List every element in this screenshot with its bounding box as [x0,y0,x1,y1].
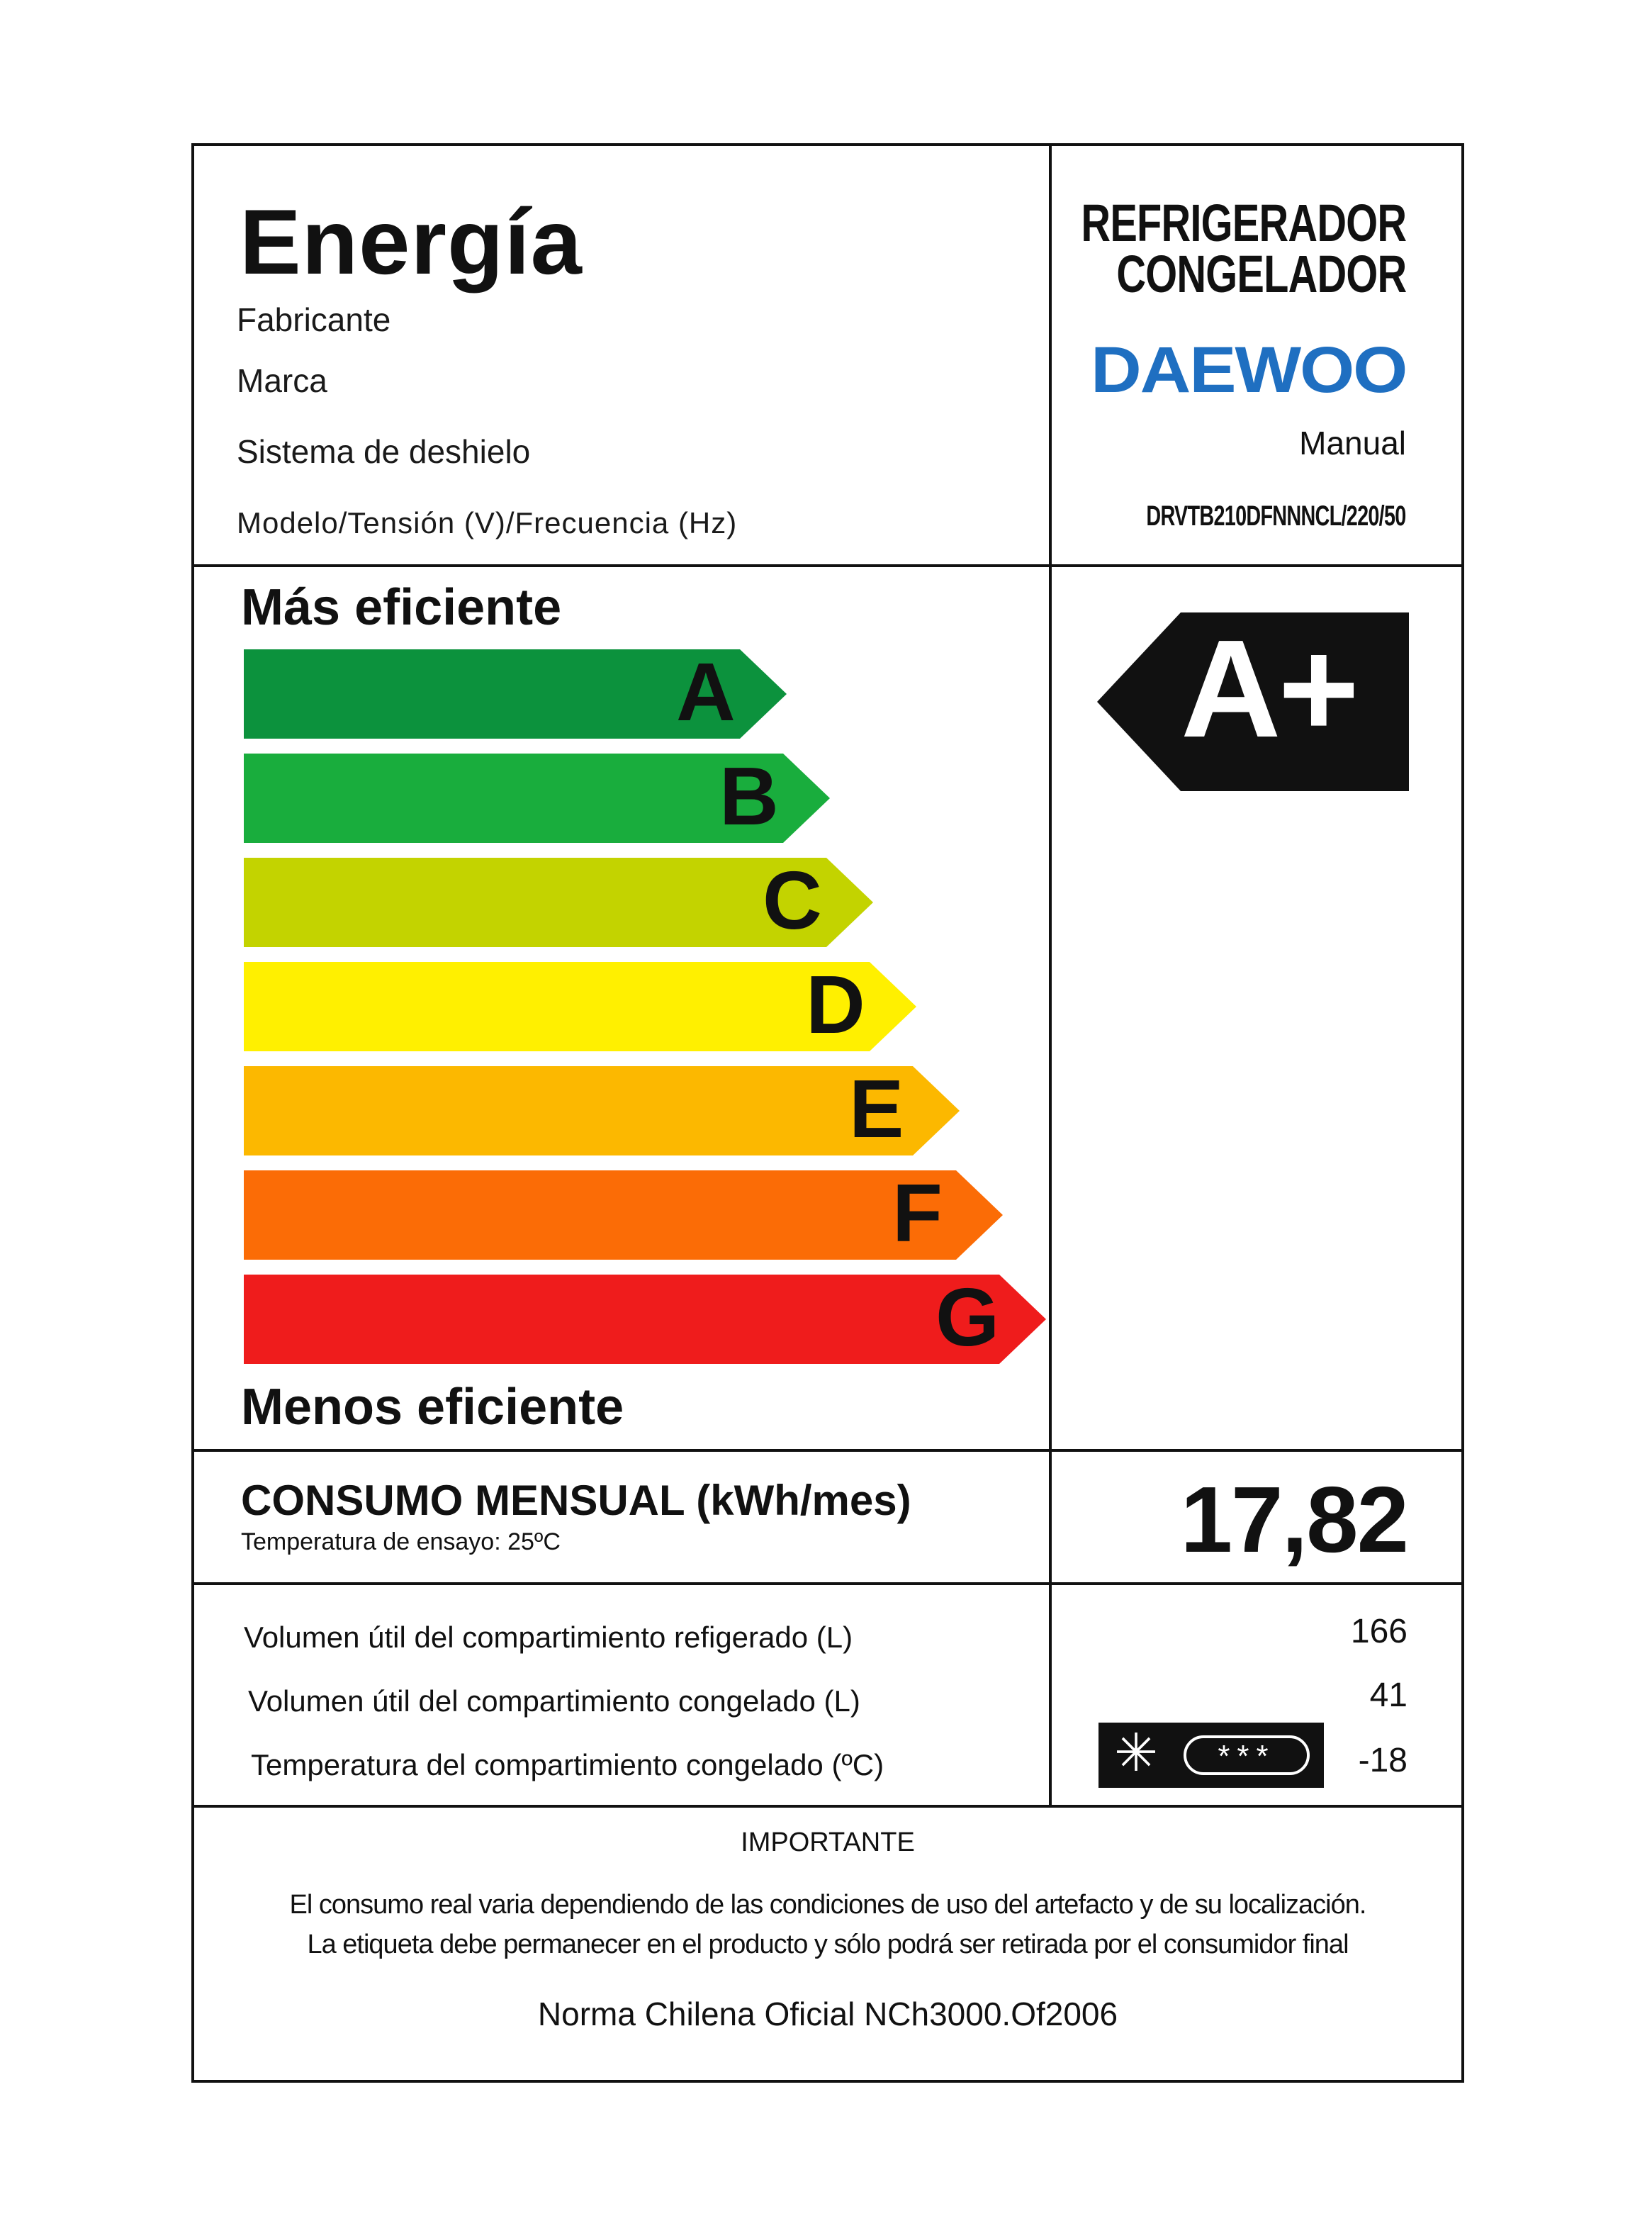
divider-header [194,564,1461,567]
snowflake-icon: ✳ [1114,1723,1159,1782]
spec-value-congelado: 41 [1369,1677,1407,1714]
efficiency-letter: A [676,646,736,738]
efficiency-bar-a [244,646,787,739]
divider-specs [194,1805,1461,1808]
efficiency-letter: E [849,1063,904,1155]
consumption-title: CONSUMO MENSUAL (kWh/mes) [241,1477,911,1524]
spec-label-refrigerado: Volumen útil del compartimiento refigerado (L) [244,1621,853,1654]
field-sistema-deshielo: Sistema de deshielo [237,433,531,470]
efficiency-bar-shape [244,1167,1003,1260]
category-line1: REFRIGERADOR [1081,194,1406,252]
spec-label-congelado: Volumen útil del compartimiento congelado (L) [248,1684,860,1718]
important-title: IMPORTANTE [741,1828,915,1857]
divider-specs-column [1049,1449,1052,1805]
field-modelo: Modelo/Tensión (V)/Frecuencia (Hz) [237,506,738,539]
important-norm: Norma Chilena Oficial NCh3000.Of2006 [537,1996,1118,2032]
divider-scale [194,1449,1461,1452]
field-fabricante: Fabricante [237,301,391,338]
divider-consumption [194,1582,1461,1585]
efficiency-letter: F [892,1167,943,1259]
star-icons: *** [1218,1739,1276,1774]
spec-value-temperatura: -18 [1358,1742,1407,1779]
brand-logo: DAEWOO [1090,334,1406,406]
efficiency-bar-g [244,1271,1046,1364]
consumption-subtitle: Temperatura de ensayo: 25ºC [241,1528,561,1555]
field-marca: Marca [237,362,327,399]
consumption-value: 17,82 [1180,1467,1407,1572]
spec-label-temperatura: Temperatura del compartimiento congelado (ºC) [251,1748,884,1781]
efficiency-letter: B [719,750,779,842]
category-line2: CONGELADOR [1116,245,1406,303]
energy-label [191,143,1464,2083]
freezer-star-rating [1098,1723,1324,1788]
rating-value: A+ [1181,611,1357,766]
important-line2: La etiqueta debe permanecer en el producto y sólo podrá ser retirada por el consumidor final [307,1930,1349,1959]
model-value: DRVTB210DFNNNCL/220/50 [1146,500,1406,532]
efficiency-letter: C [763,854,822,946]
scale-top-label: Más eficiente [241,579,562,636]
efficiency-bar-d [244,958,916,1051]
efficiency-bar-b [244,750,830,843]
efficiency-letter: D [806,958,865,1051]
efficiency-bar-e [244,1063,960,1155]
spec-value-refrigerado: 166 [1350,1613,1407,1650]
sistema-deshielo-value: Manual [1299,425,1406,461]
efficiency-bar-f [244,1167,1003,1260]
efficiency-letter: G [935,1271,1000,1363]
efficiency-bar-shape [244,1271,1046,1364]
stars-pill [1184,1735,1310,1775]
label-title: Energía [240,190,583,293]
rating-marker [1097,612,1409,791]
important-line1: El consumo real varia dependiendo de las condiciones de uso del artefacto y de su localización. [289,1890,1366,1920]
scale-bottom-label: Menos eficiente [241,1379,624,1436]
efficiency-bar-c [244,854,873,947]
